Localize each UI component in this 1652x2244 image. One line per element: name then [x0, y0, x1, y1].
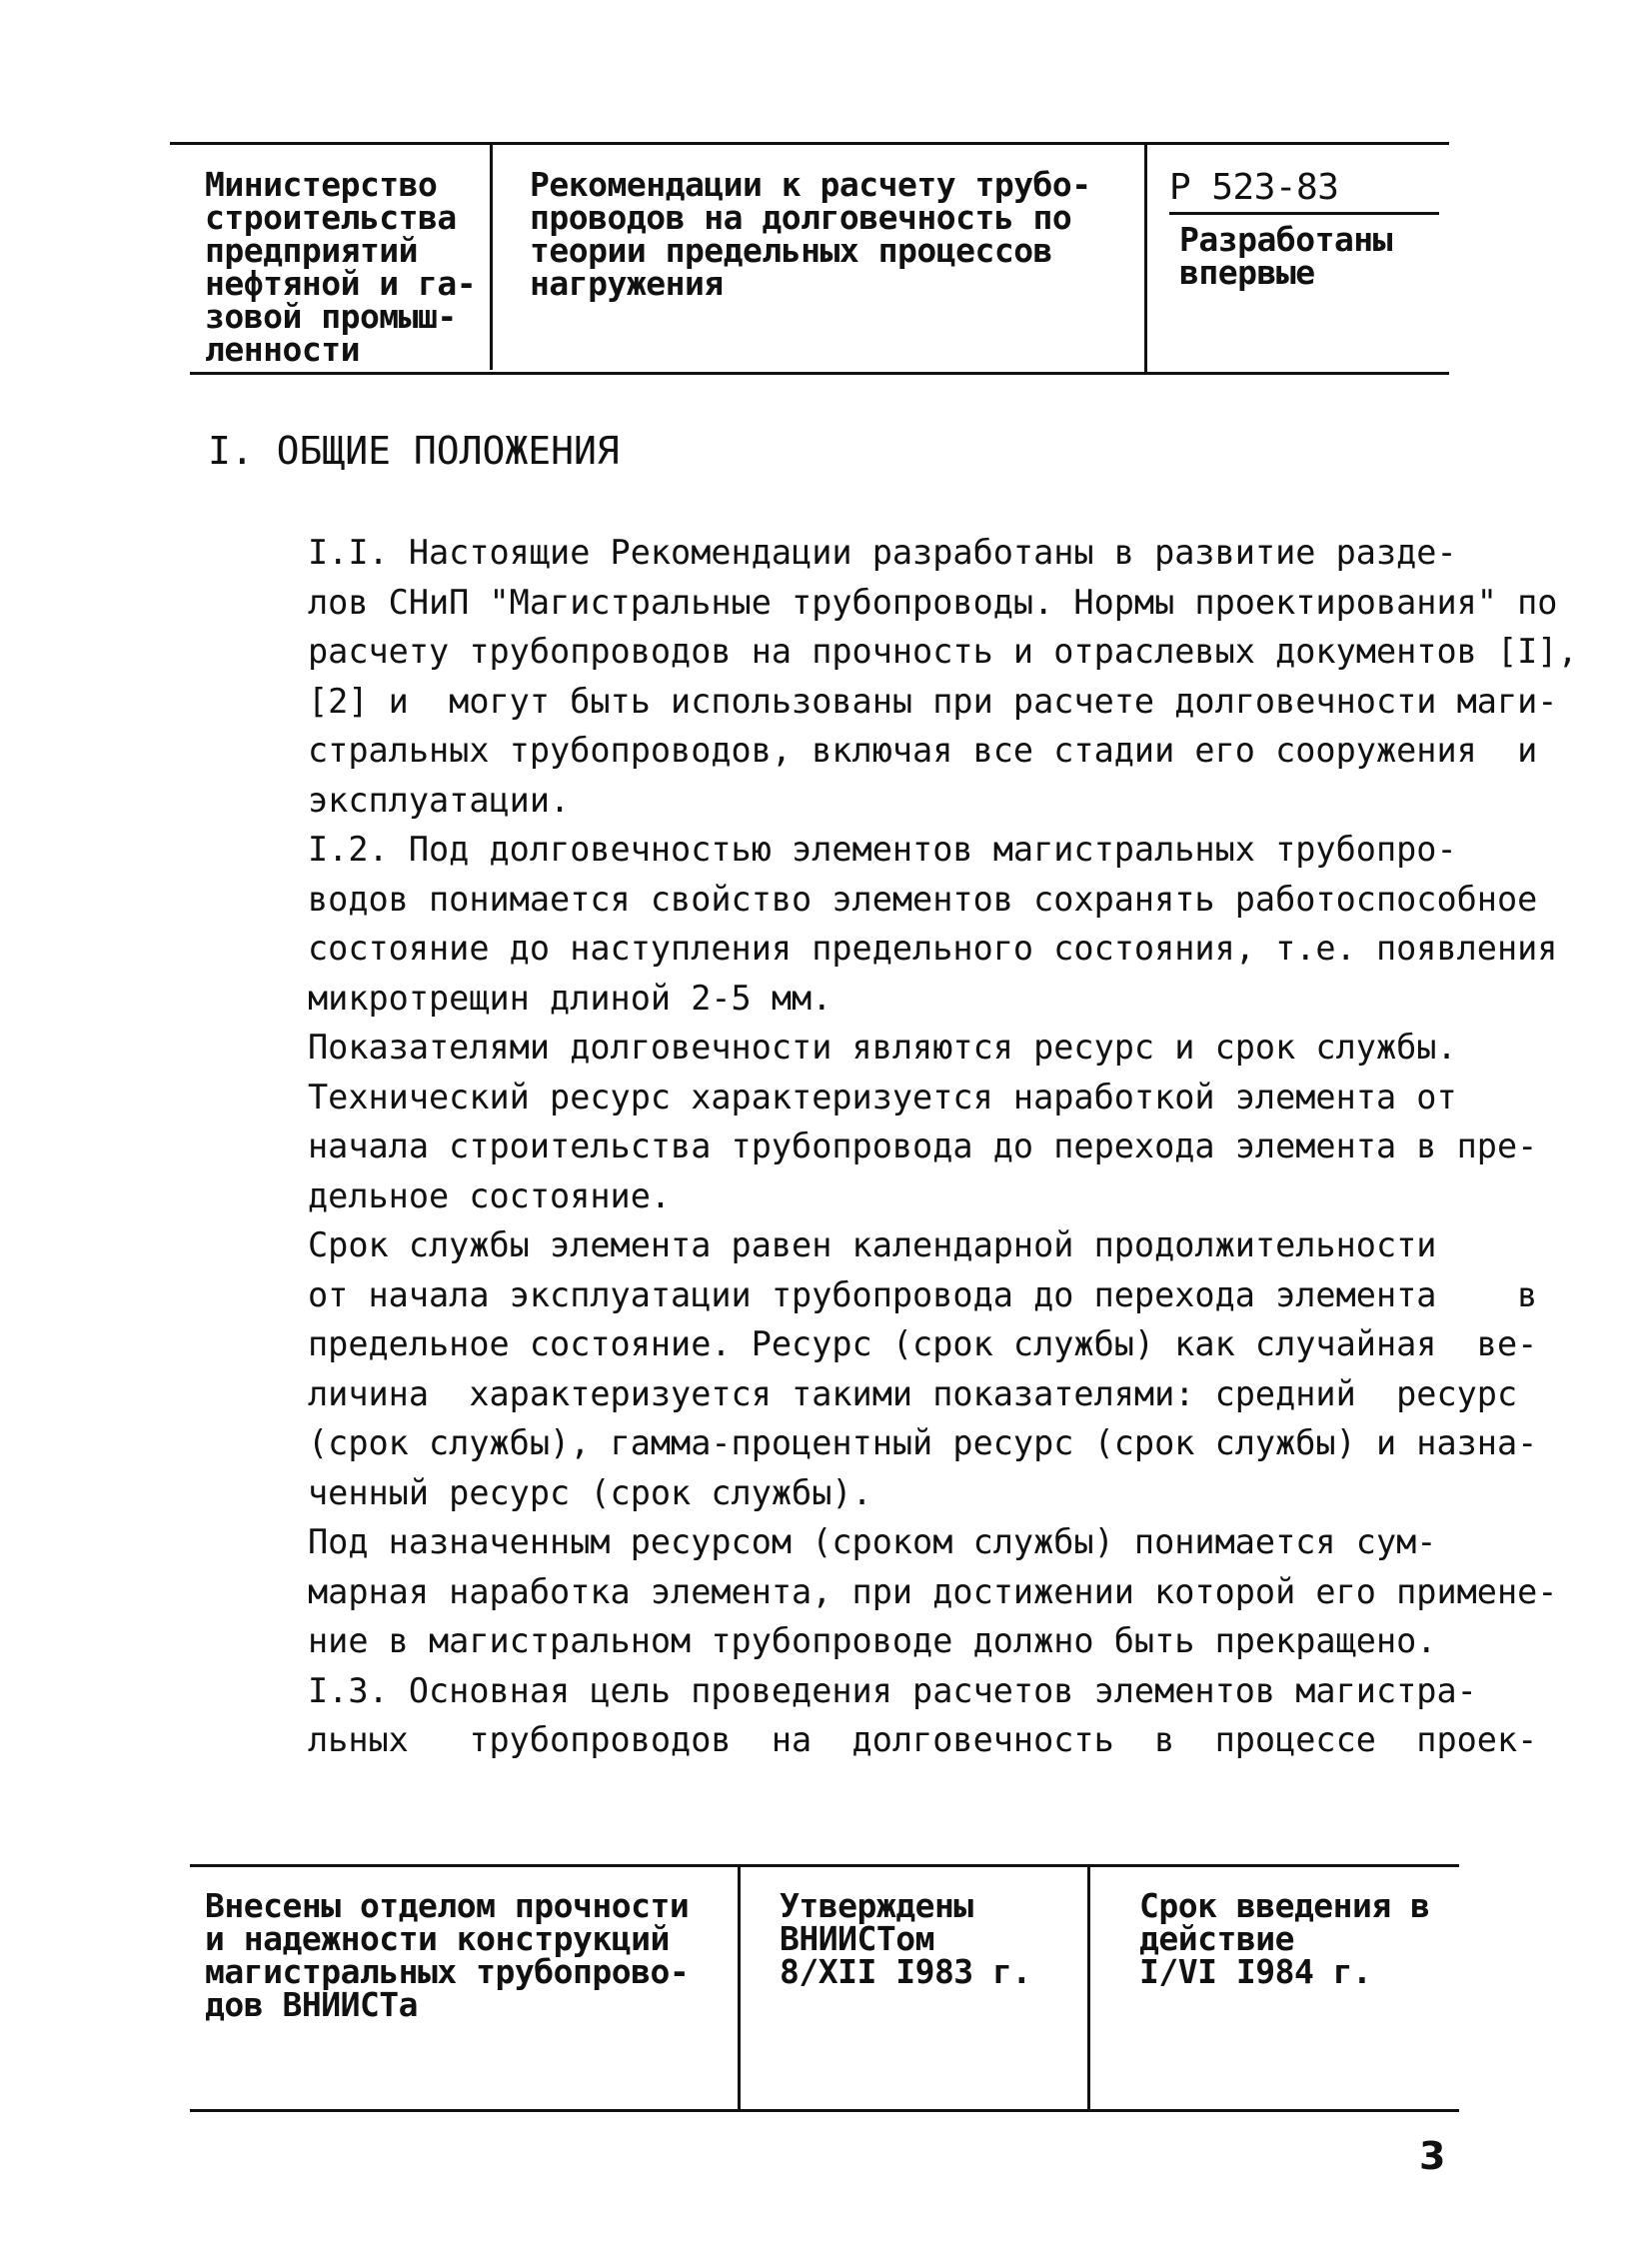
document-code: Р 523-83	[1169, 167, 1339, 208]
header-bottom-rule	[190, 372, 1449, 375]
footer-divider-left	[738, 1867, 741, 2109]
paragraph-1-2: I.2. Под долговечностью элементов магистральных трубопро- водов понимается свойство элементов сохранять работоспособное состояние до наступления предельного состояния, т.е. появления микротрещин длиной 2-5 мм.	[308, 830, 1558, 1018]
submitted-by: Внесены отделом прочности и надежности конструкций магистральных трубопрово- дов ВНИИСТа	[205, 1886, 690, 2024]
paragraph-1-1: I.I. Настоящие Рекомендации разработаны в развитие разде- лов СНиП "Магистральные трубопроводы. Нормы проектирования" по расчету трубопроводов на прочность и отраслевых документов [I], [2] и могут быть использованы при расчете долговечности маги- стральных трубопроводов, включая все стадии его сооружения и эксплуатации.	[308, 533, 1578, 820]
paragraph-technical-resource: Технический ресурс характеризуется наработкой элемента от начала строительства трубопровода до перехода элемента в пре- дельное состояние.	[308, 1077, 1538, 1215]
paragraph-durability-indicators: Показателями долговечности являются ресурс и срок службы.	[308, 1028, 1457, 1067]
document-status: Разработаны впервые	[1179, 220, 1393, 292]
footer-top-rule	[190, 1864, 1459, 1867]
page-number: 3	[1419, 2134, 1446, 2178]
header-top-rule	[170, 142, 1449, 145]
ministry-name: Министерство строительства предприятий нефтяной и га- зовой промыш- ленности	[205, 165, 477, 369]
paragraph-1-3: I.3. Основная цель проведения расчетов элементов магистра- льных трубопроводов на долговечность в процессе проек-	[308, 1670, 1538, 1759]
footer-divider-right	[1087, 1867, 1090, 2109]
footer-bottom-rule	[190, 2109, 1459, 2112]
header-divider-right	[1144, 145, 1147, 372]
section-heading: I. ОБЩИЕ ПОЛОЖЕНИЯ	[208, 429, 620, 473]
header-divider-left	[490, 145, 493, 370]
effective-date: Срок введения в действие I/VI I984 г.	[1139, 1886, 1430, 1991]
paragraph-assigned-resource: Под назначенным ресурсом (сроком службы) понимается сум- марная наработка элемента, при достижении которой его примене- ние в магистральном трубопроводе должно быть прекращено.	[308, 1522, 1558, 1660]
document-title: Рекомендации к расчету трубо- проводов на долговечность по теории предельных процессов нагружения	[530, 165, 1091, 303]
paragraph-service-life: Срок службы элемента равен календарной продолжительности от начала эксплуатации трубопровода до перехода элемента в предельное состояние. Ресурс (срок службы) как случайная ве- личина характеризуется такими показателями: средний ресурс (срок службы), гамма-процентный ресурс (срок службы) и назна- ченный ресурс (срок службы).	[308, 1225, 1538, 1512]
document-code-rule	[1169, 212, 1439, 215]
approved-by: Утверждены ВНИИСТом 8/XII I983 г.	[780, 1886, 1031, 1991]
body-text	[208, 528, 1578, 1765]
document-code-block	[1169, 167, 1339, 208]
